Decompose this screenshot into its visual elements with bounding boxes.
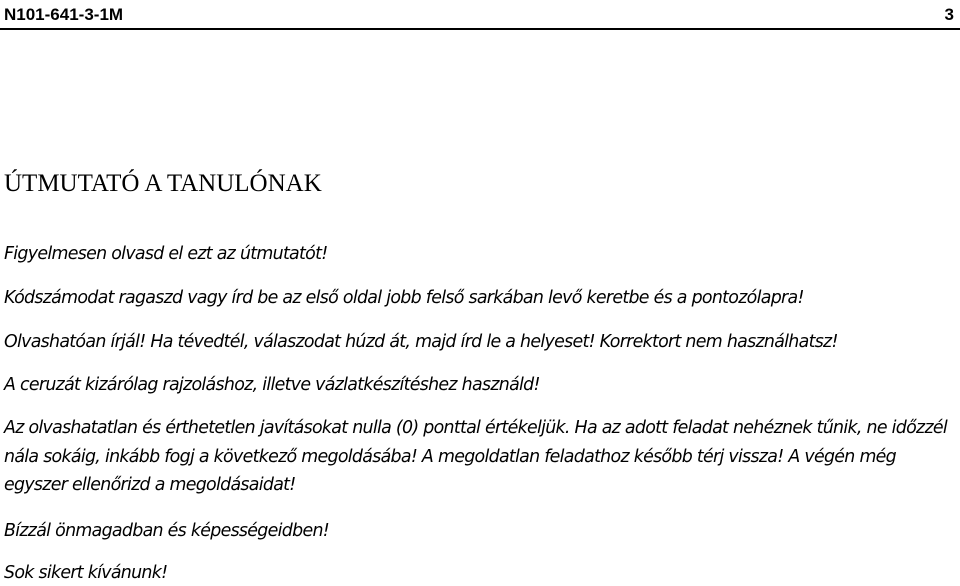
instruction-pencil: A ceruzát kizárólag rajzoláshoz, illetve vázlatkészítéshez használd!: [4, 375, 540, 395]
instruction-code-label: Kódszámodat ragaszd vagy írd be az első oldal jobb felső sarkában levő keretbe és a pontozólapra!: [4, 288, 804, 308]
instruction-illegible-corrections: Az olvashatatlan és érthetetlen javításokat nulla (0) ponttal értékeljük. Ha az adott feladat nehéznek tűnik, ne időzzél nála sokáig, inkább fogj a következő megoldásába! A megoldatlan feladathoz később térj vissza! A végén még egyszer ellenőrizd a megoldásaidat!: [4, 418, 948, 495]
instruction-confidence: Bízzál önmagadban és képességeidben!: [4, 521, 330, 541]
page-title: ÚTMUTATÓ A TANULÓNAK: [4, 170, 322, 197]
page-header: [0, 0, 960, 30]
instruction-good-luck: Sok sikert kívánunk!: [4, 563, 168, 583]
instruction-intro: Figyelmesen olvasd el ezt az útmutatót!: [4, 244, 328, 264]
instruction-legibility: Olvashatóan írjál! Ha tévedtél, válaszodat húzd át, majd írd le a helyeset! Korrektort nem használhatsz!: [4, 332, 838, 352]
page-number: 3: [944, 5, 954, 24]
document-code: N101-641-3-1M: [4, 5, 124, 24]
